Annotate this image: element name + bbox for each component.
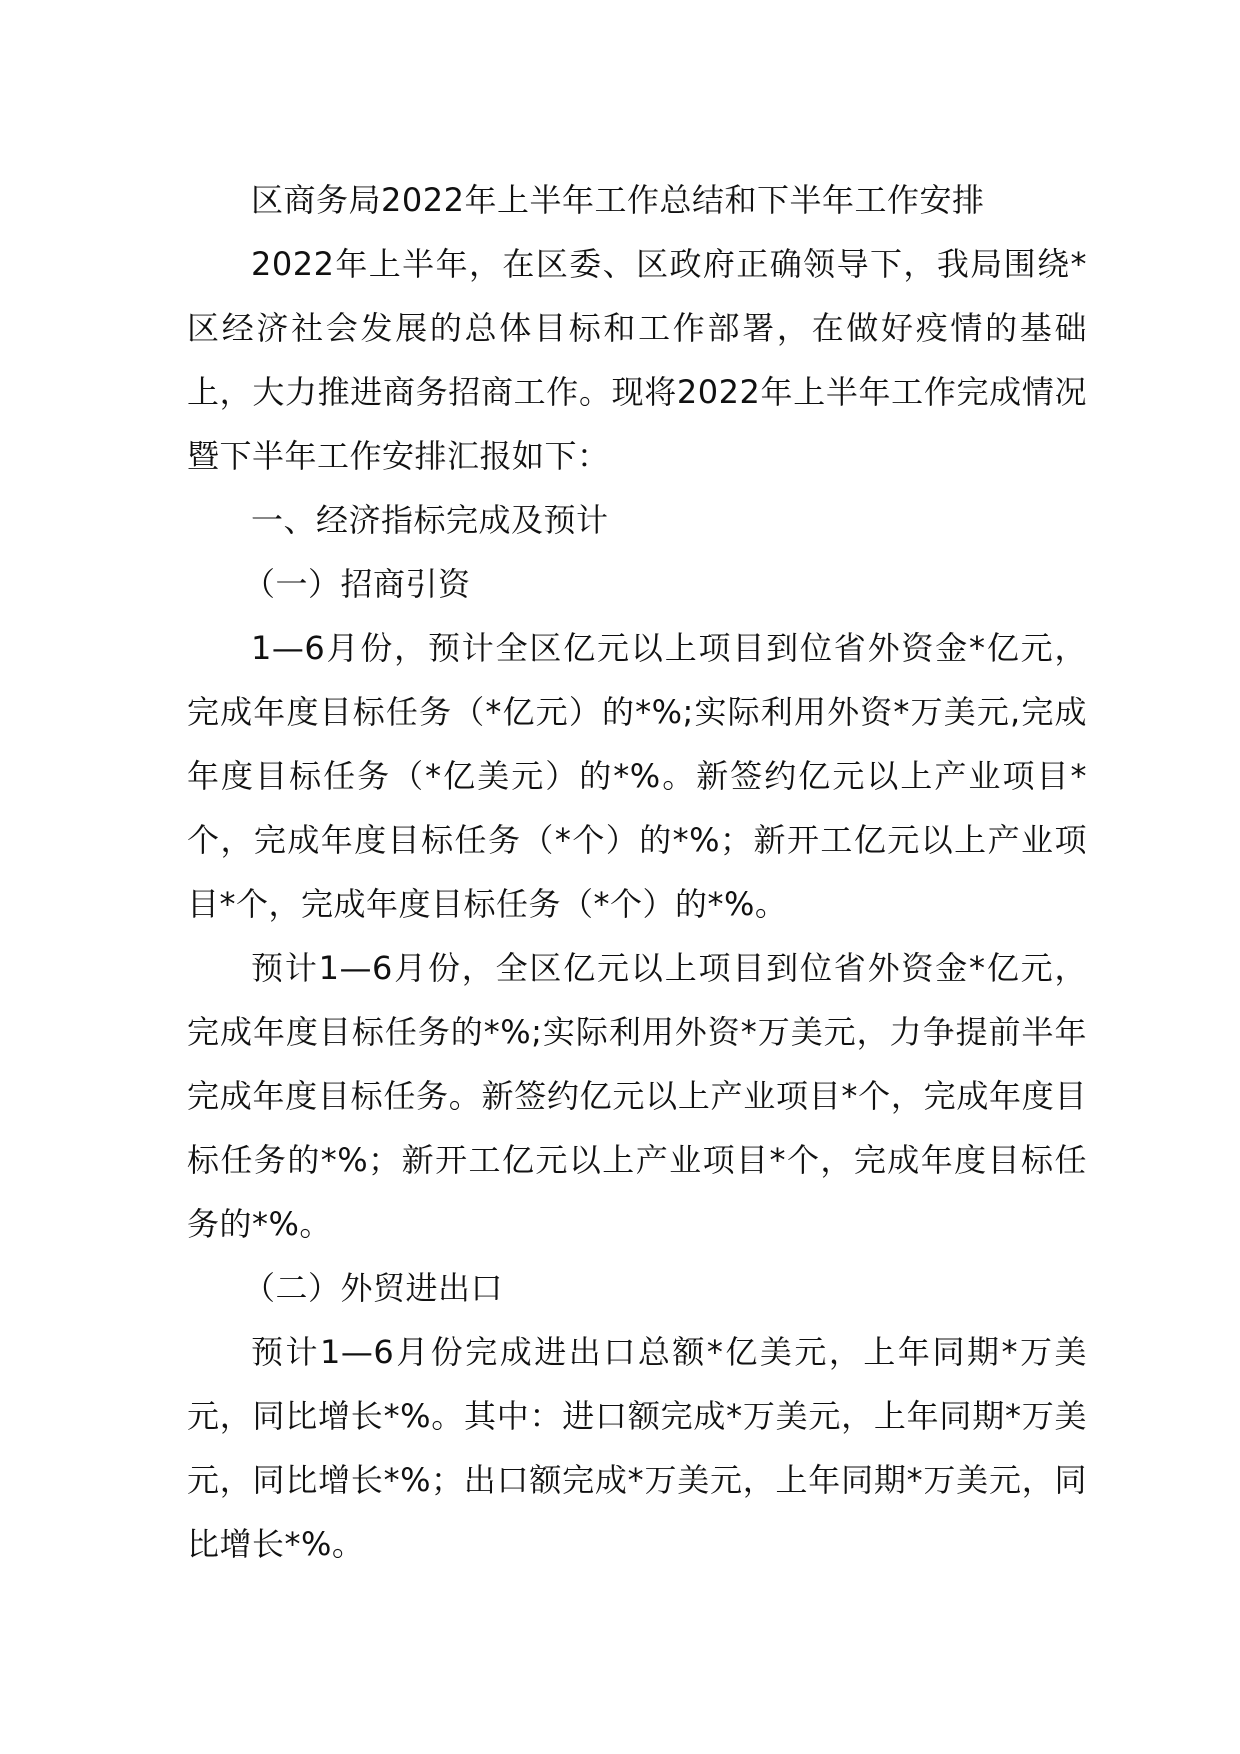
section-heading-economic-indicators: 一、经济指标完成及预计 bbox=[251, 501, 609, 539]
subsection-heading-investment: （一）招商引资 bbox=[243, 565, 471, 603]
foreign-trade-paragraph: 预计1—6月份完成进出口总额*亿美元，上年同期*万美元，同比增长*%。其中：进口额完成*万美元，上年同期*万美元，同比增长*%；出口额完成*万美元，上年同期*万美元，同比增长*%。 bbox=[187, 1333, 1087, 1563]
investment-paragraph-1: 1—6月份，预计全区亿元以上项目到位省外资金*亿元，完成年度目标任务（*亿元）的*%;实际利用外资*万美元,完成年度目标任务（*亿美元）的*%。新签约亿元以上产业项目*个，完成年度目标任务（*个）的*%；新开工亿元以上产业项目*个，完成年度目标任务（*个）的*%。 bbox=[187, 629, 1087, 923]
subsection-heading-foreign-trade: （二）外贸进出口 bbox=[243, 1269, 504, 1307]
document-title: 区商务局2022年上半年工作总结和下半年工作安排 bbox=[251, 181, 985, 219]
intro-paragraph: 2022年上半年，在区委、区政府正确领导下，我局围绕*区经济社会发展的总体目标和工作部署，在做好疫情的基础上，大力推进商务招商工作。现将2022年上半年工作完成情况暨下半年工作安排汇报如下： bbox=[187, 245, 1087, 475]
investment-paragraph-2: 预计1—6月份，全区亿元以上项目到位省外资金*亿元，完成年度目标任务的*%;实际利用外资*万美元，力争提前半年完成年度目标任务。新签约亿元以上产业项目*个，完成年度目标任务的*%；新开工亿元以上产业项目*个，完成年度目标任务的*%。 bbox=[187, 949, 1087, 1243]
document-body bbox=[187, 168, 1087, 1576]
